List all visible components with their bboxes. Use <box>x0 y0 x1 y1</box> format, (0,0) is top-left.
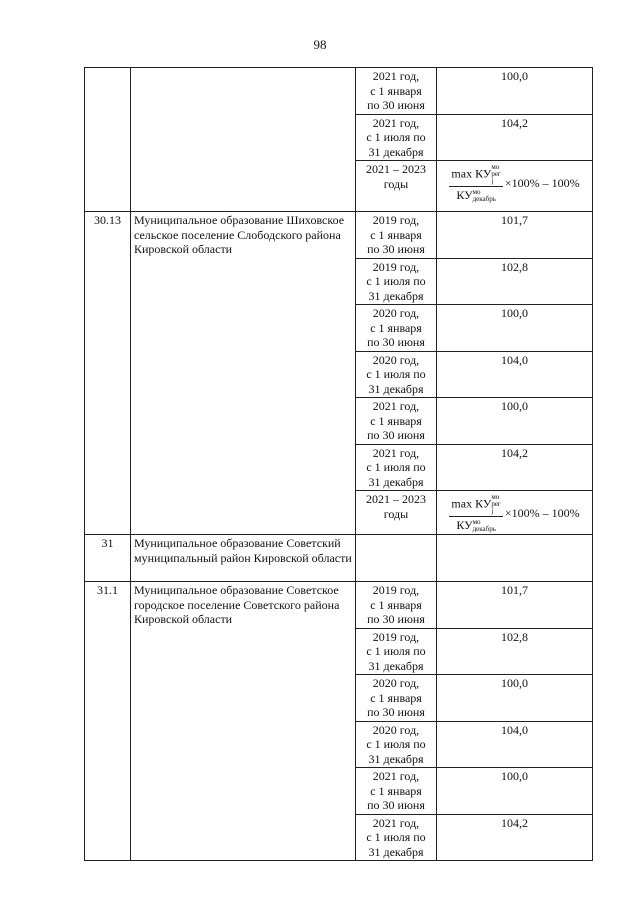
value-cell: 100,0 <box>437 768 593 815</box>
period-cell <box>356 535 437 582</box>
row-number: 31 <box>85 535 131 582</box>
period-cell: 2021 год, с 1 января по 30 июня <box>356 398 437 445</box>
period-cell: 2020 год, с 1 января по 30 июня <box>356 675 437 722</box>
index-formula <box>449 162 579 203</box>
period-cell: 2021 год, с 1 января по 30 июня <box>356 768 437 815</box>
value-cell: 104,2 <box>437 814 593 861</box>
formula-fraction <box>449 494 502 533</box>
value-cell: 100,0 <box>437 68 593 115</box>
value-cell: 104,2 <box>437 114 593 161</box>
formula-sub: рег <box>491 500 501 508</box>
period-cell: 2019 год, с 1 января по 30 июня <box>356 212 437 259</box>
value-cell: 101,7 <box>437 212 593 259</box>
period-cell: 2019 год, с 1 января по 30 июня <box>356 582 437 629</box>
table-row <box>85 582 593 629</box>
municipality-name: Муниципальное образование Советский муниципальный район Кировской области <box>131 535 356 582</box>
period-cell: 2021 год, с 1 июля по 31 декабря <box>356 814 437 861</box>
period-cell: 2020 год, с 1 июля по 31 декабря <box>356 721 437 768</box>
formula-ku: КУ <box>456 188 473 202</box>
period-cell: 2020 год, с 1 января по 30 июня <box>356 305 437 352</box>
index-formula <box>449 492 579 533</box>
formula-denominator <box>449 517 502 533</box>
municipality-name: Муниципальное образование Шиховское сельское поселение Слободского района Кировской области <box>131 212 356 535</box>
value-cell: 104,0 <box>437 351 593 398</box>
formula-sub: рег <box>491 170 501 178</box>
tariff-table <box>84 67 593 861</box>
value-cell: 104,2 <box>437 444 593 491</box>
row-number <box>85 68 131 212</box>
formula-ku: КУ <box>456 518 473 532</box>
value-cell: 101,7 <box>437 582 593 629</box>
formula-sub-index: j <box>491 507 494 515</box>
formula-max-ku: max КУ <box>451 166 492 181</box>
table-row <box>85 535 593 582</box>
period-cell: 2019 год, с 1 июля по 31 декабря <box>356 258 437 305</box>
formula-fraction <box>449 164 502 203</box>
municipality-name: Муниципальное образование Советское городское поселение Советского района Кировской области <box>131 582 356 861</box>
value-cell: 102,8 <box>437 258 593 305</box>
table-row <box>85 212 593 259</box>
period-cell: 2020 год, с 1 июля по 31 декабря <box>356 351 437 398</box>
value-cell: 100,0 <box>437 398 593 445</box>
formula-sub: декабрь <box>472 525 496 534</box>
formula-cell <box>437 161 593 212</box>
value-cell <box>437 535 593 582</box>
formula-denominator <box>449 187 502 203</box>
formula-sup: мо <box>472 188 481 197</box>
formula-max-ku: max КУ <box>451 496 492 511</box>
table-row <box>85 68 593 115</box>
page-number: 98 <box>313 37 327 52</box>
period-cell: 2021 год, с 1 июля по 31 декабря <box>356 114 437 161</box>
value-cell: 100,0 <box>437 305 593 352</box>
row-number: 30.13 <box>85 212 131 535</box>
municipality-name <box>131 68 356 212</box>
formula-cell <box>437 491 593 535</box>
value-cell: 100,0 <box>437 675 593 722</box>
period-cell: 2021 год, с 1 июля по 31 декабря <box>356 444 437 491</box>
formula-sub-index: j <box>491 177 494 185</box>
period-cell: 2019 год, с 1 июля по 31 декабря <box>356 628 437 675</box>
formula-tail: ×100% – 100% <box>504 506 580 521</box>
period-cell: 2021 год, с 1 января по 30 июня <box>356 68 437 115</box>
formula-sub: декабрь <box>472 195 496 204</box>
formula-sup: мо <box>491 493 500 501</box>
formula-sup: мо <box>491 163 500 171</box>
formula-tail: ×100% – 100% <box>504 176 580 191</box>
formula-sup: мо <box>472 518 481 527</box>
period-cell: 2021 – 2023 годы <box>356 161 437 212</box>
period-cell: 2021 – 2023 годы <box>356 491 437 535</box>
row-number: 31.1 <box>85 582 131 861</box>
formula-numerator <box>449 164 502 187</box>
value-cell: 102,8 <box>437 628 593 675</box>
value-cell: 104,0 <box>437 721 593 768</box>
formula-numerator <box>449 494 502 517</box>
